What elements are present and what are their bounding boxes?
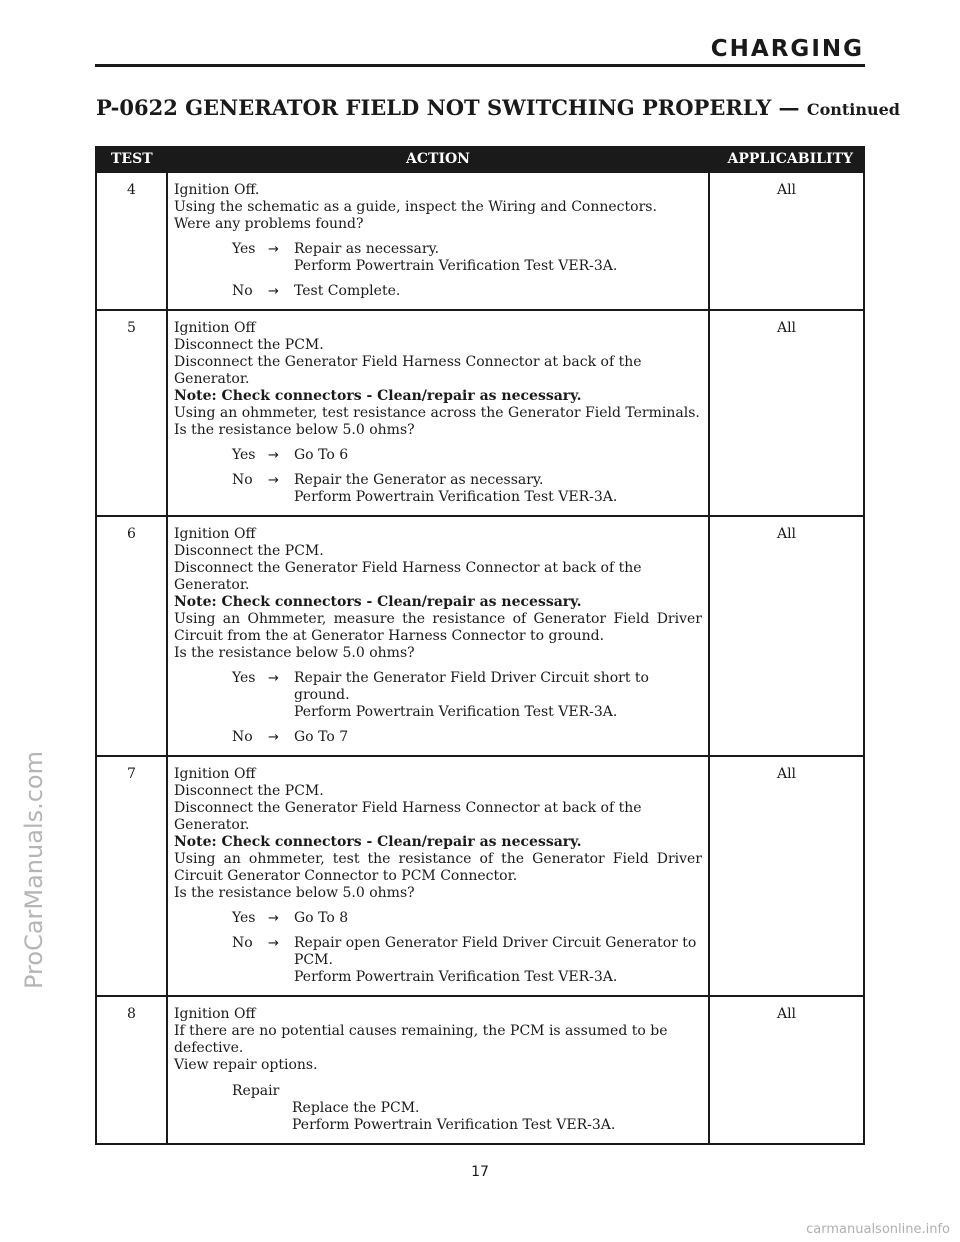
action-cell: [167, 172, 709, 310]
test-number: 8: [96, 996, 167, 1144]
note-line: Note: Check connectors - Clean/repair as necessary.: [174, 594, 582, 610]
response-answer: No: [232, 283, 253, 299]
response-line: Repair the Generator Field Driver Circuit short to ground.: [294, 670, 649, 703]
response-answer: Yes: [232, 670, 256, 686]
header-test: TEST: [96, 147, 167, 172]
response-text: [294, 241, 702, 275]
action-cell: [167, 756, 709, 996]
action-cell: [167, 996, 709, 1144]
response-no: [232, 283, 702, 300]
response-yes: [232, 910, 702, 927]
arrow-icon: →: [268, 936, 279, 951]
watermark: [4, 520, 64, 1220]
response-line: Perform Powertrain Verification Test VER-3A.: [294, 489, 618, 505]
response-line: Test Complete.: [294, 283, 401, 299]
response-yes: [232, 670, 702, 721]
page-number: 17: [471, 1164, 489, 1180]
watermark-text: ProCarManuals.com: [20, 750, 48, 990]
response-yes: [232, 447, 702, 464]
action-line: Ignition Off: [174, 320, 256, 336]
arrow-icon: →: [268, 242, 279, 257]
repair-label: Repair: [232, 1083, 280, 1099]
note-line: Note: Check connectors - Clean/repair as necessary.: [174, 834, 582, 850]
response-yes: [232, 241, 702, 275]
response-line: Repair the Generator as necessary.: [294, 472, 544, 488]
applicability: All: [709, 172, 864, 310]
table-row: [96, 172, 864, 310]
response-line: Perform Powertrain Verification Test VER-3A.: [294, 258, 618, 274]
table-body: [96, 172, 864, 1144]
page-heading: [96, 95, 900, 120]
response-line: Go To 7: [294, 729, 349, 745]
test-number: 5: [96, 310, 167, 516]
response-answer: No: [232, 729, 253, 745]
table-row: [96, 516, 864, 756]
action-line: Using the schematic as a guide, inspect the Wiring and Connectors.: [174, 199, 657, 215]
action-line: Using an Ohmmeter, measure the resistance of Generator Field Driver Circuit from the at Generator Harness Connector to ground.: [174, 611, 702, 644]
applicability: All: [709, 756, 864, 996]
response-answer: Yes: [232, 241, 256, 257]
table-row: [96, 996, 864, 1144]
diagnostic-table: [95, 146, 865, 1145]
response-no: [232, 935, 702, 986]
arrow-icon: →: [268, 730, 279, 745]
response-text: [294, 729, 702, 746]
action-line: Using an ohmmeter, test resistance across the Generator Field Terminals.: [174, 405, 700, 421]
action-line: Disconnect the Generator Field Harness Connector at back of the Generator.: [174, 560, 642, 593]
response-answer: Yes: [232, 910, 256, 926]
repair-options: [232, 1083, 702, 1134]
response-line: Repair open Generator Field Driver Circuit Generator to PCM.: [294, 935, 697, 968]
action-line: If there are no potential causes remaining, the PCM is assumed to be defective.: [174, 1023, 668, 1056]
applicability: All: [709, 516, 864, 756]
response-answer: Yes: [232, 447, 256, 463]
action-line: Ignition Off: [174, 526, 256, 542]
action-line: Disconnect the PCM.: [174, 783, 324, 799]
action-line: Is the resistance below 5.0 ohms?: [174, 885, 415, 901]
response-answer: No: [232, 472, 253, 488]
response-line: Go To 8: [294, 910, 349, 926]
response-text: [294, 472, 702, 506]
action-cell: [167, 310, 709, 516]
arrow-icon: →: [268, 911, 279, 926]
table-header-row: [96, 147, 864, 172]
action-line: Were any problems found?: [174, 216, 364, 232]
action-line: Ignition Off.: [174, 182, 260, 198]
footer-url: carmanualsonline.info: [806, 1222, 950, 1237]
action-line: Disconnect the Generator Field Harness Connector at back of the Generator.: [174, 800, 642, 833]
table-row: [96, 310, 864, 516]
response-text: [294, 670, 702, 721]
arrow-icon: →: [268, 473, 279, 488]
response-line: Perform Powertrain Verification Test VER-3A.: [294, 969, 618, 985]
table-row: [96, 756, 864, 996]
response-no: [232, 472, 702, 506]
action-line: Is the resistance below 5.0 ohms?: [174, 422, 415, 438]
action-cell: [167, 516, 709, 756]
action-line: Is the resistance below 5.0 ohms?: [174, 645, 415, 661]
response-text: [294, 447, 702, 464]
arrow-icon: →: [268, 448, 279, 463]
header-action: ACTION: [167, 147, 709, 172]
action-line: Ignition Off: [174, 766, 256, 782]
response-no: [232, 729, 702, 746]
repair-line: Perform Powertrain Verification Test VER-3A.: [292, 1117, 616, 1133]
action-line: Disconnect the PCM.: [174, 543, 324, 559]
action-line: Ignition Off: [174, 1006, 256, 1022]
action-line: View repair options.: [174, 1057, 318, 1073]
response-text: [294, 935, 702, 986]
response-line: Perform Powertrain Verification Test VER-3A.: [294, 704, 618, 720]
action-line: Disconnect the Generator Field Harness Connector at back of the Generator.: [174, 354, 642, 387]
response-answer: No: [232, 935, 253, 951]
response-line: Repair as necessary.: [294, 241, 440, 257]
applicability: All: [709, 996, 864, 1144]
test-number: 6: [96, 516, 167, 756]
header-applicability: APPLICABILITY: [709, 147, 864, 172]
action-line: Disconnect the PCM.: [174, 337, 324, 353]
test-number: 4: [96, 172, 167, 310]
response-text: [294, 910, 702, 927]
response-line: Go To 6: [294, 447, 349, 463]
heading-title: P-0622 GENERATOR FIELD NOT SWITCHING PROPERLY —: [96, 95, 800, 120]
section-title: CHARGING: [710, 36, 864, 62]
header-rule: [95, 64, 865, 67]
note-line: Note: Check connectors - Clean/repair as necessary.: [174, 388, 582, 404]
action-line: Using an ohmmeter, test the resistance of the Generator Field Driver Circuit Generator Connector to PCM Connector.: [174, 851, 702, 884]
test-number: 7: [96, 756, 167, 996]
arrow-icon: →: [268, 671, 279, 686]
applicability: All: [709, 310, 864, 516]
arrow-icon: →: [268, 284, 279, 299]
response-text: [294, 283, 702, 300]
repair-line: Replace the PCM.: [292, 1100, 420, 1116]
heading-continued: Continued: [806, 100, 900, 119]
